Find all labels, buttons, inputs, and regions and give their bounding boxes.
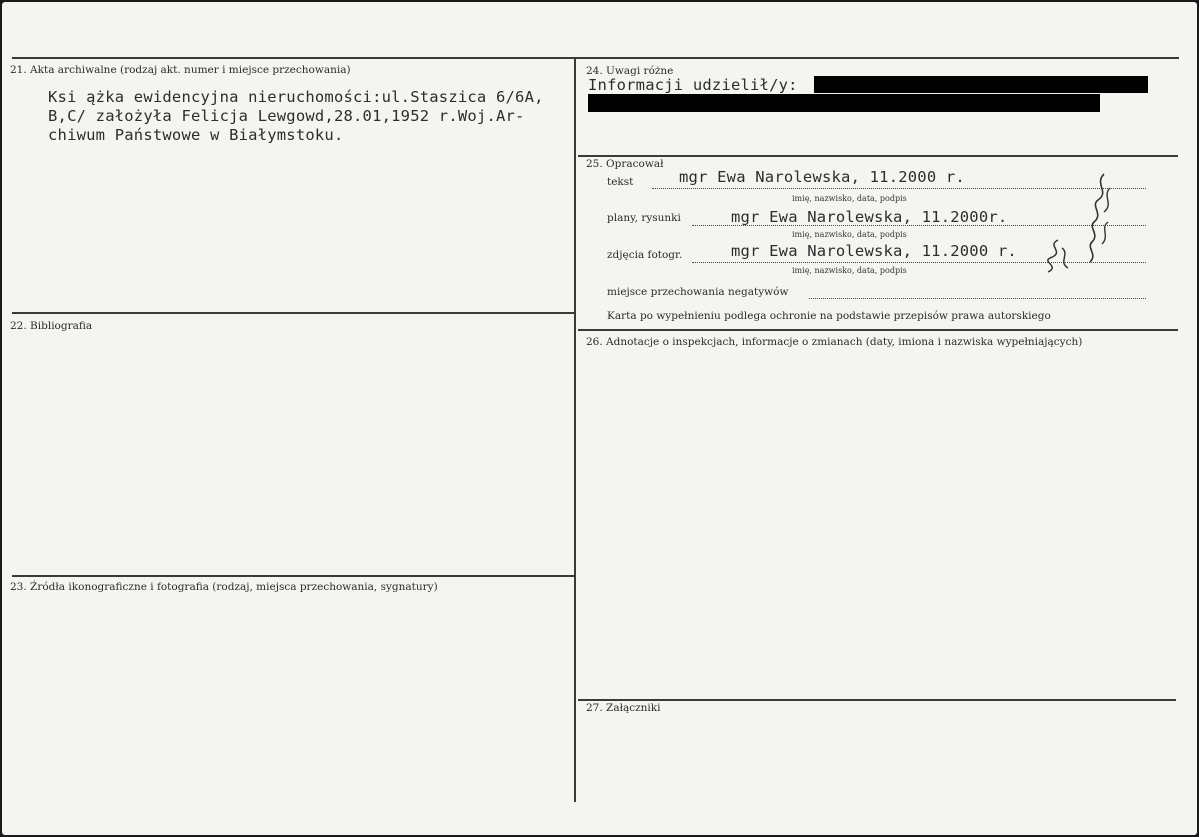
section-22-label: 22. Bibliografia [10, 320, 93, 332]
photos-row-value: mgr Ewa Narolewska, 11.2000 r. [731, 242, 1017, 260]
section-21-line-2: B,C/ założyła Felicja Lewgowd,28.01,1952 r.Woj.Ar- [48, 107, 525, 125]
rule-25-26 [578, 329, 1178, 331]
rule-21-22 [12, 312, 575, 314]
section-24-text: Informacji udzielił/y: [588, 76, 798, 94]
plans-row-caption: imię, nazwisko, data, podpis [792, 230, 907, 239]
section-27-label: 27. Załączniki [586, 702, 661, 714]
section-21-line-1: Ksi ążka ewidencyjna nieruchomości:ul.Staszica 6/6A, [48, 88, 544, 106]
section-23-label: 23. Źródła ikonograficzne i fotografia (rodzaj, miejsca przechowania, sygnatury) [10, 581, 438, 593]
copyright-note: Karta po wypełnieniu podlega ochronie na podstawie przepisów prawa autorskiego [607, 310, 1051, 322]
photos-row-caption: imię, nazwisko, data, podpis [792, 266, 907, 275]
negatives-label: miejsce przechowania negatywów [607, 286, 789, 298]
record-card [2, 2, 1197, 835]
plans-row-label: plany, rysunki [607, 212, 681, 224]
rule-26-27 [578, 699, 1176, 701]
signature-mark-2 [1038, 236, 1078, 278]
text-row-value: mgr Ewa Narolewska, 11.2000 r. [679, 168, 965, 186]
photos-row-label: zdjęcia fotogr. [607, 249, 683, 261]
rule-24-25 [578, 155, 1178, 157]
section-26-label: 26. Adnotacje o inspekcjach, informacje o zmianach (daty, imiona i nazwiska wypełniających) [586, 336, 1083, 348]
redaction-bar-2 [588, 94, 1100, 112]
top-rule [12, 57, 1179, 59]
text-row-label: tekst [607, 176, 634, 188]
section-25-label: 25. Opracował [586, 158, 664, 170]
section-21-label: 21. Akta archiwalne (rodzaj akt. numer i miejsce przechowania) [10, 64, 351, 76]
plans-row-value: mgr Ewa Narolewska, 11.2000r. [731, 208, 1008, 226]
column-divider [574, 58, 576, 802]
section-24-label: 24. Uwagi różne [586, 65, 674, 77]
redaction-bar-1 [814, 76, 1148, 93]
section-21-line-3: chiwum Państwowe w Białymstoku. [48, 126, 344, 144]
rule-22-23 [12, 575, 575, 577]
text-row-caption: imię, nazwisko, data, podpis [792, 194, 907, 203]
negatives-line [809, 298, 1146, 299]
